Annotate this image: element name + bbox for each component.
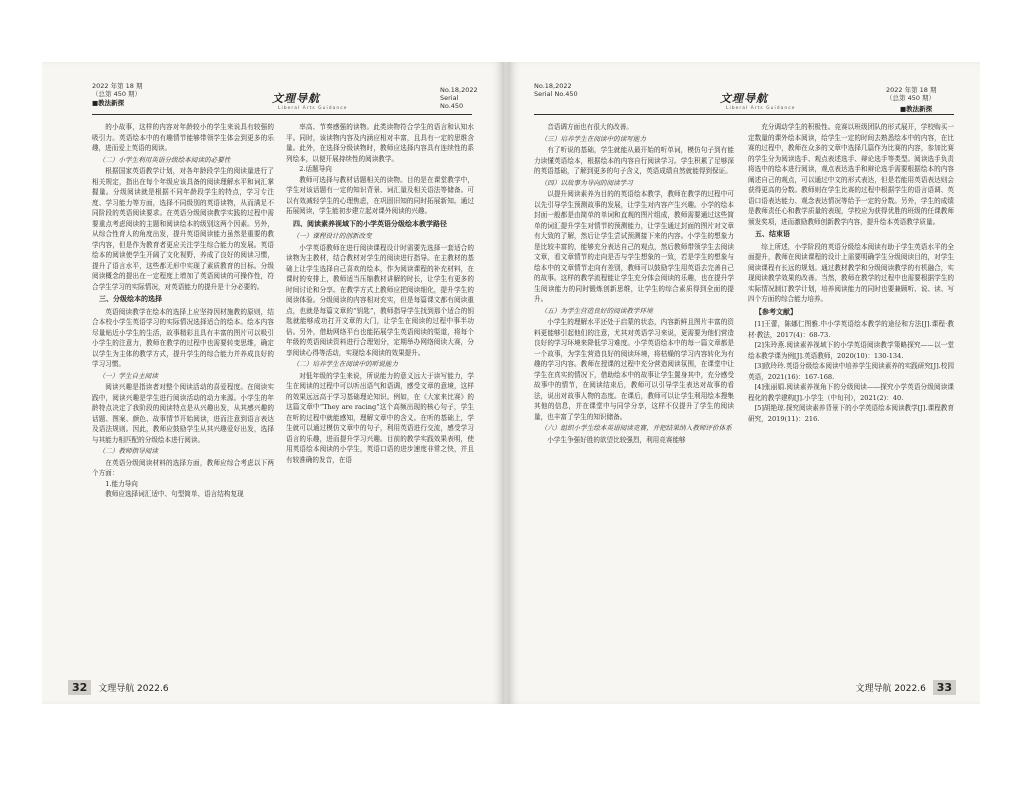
paragraph: 在英语分级阅读材料的选择方面，教师应综合考虑以下两个方面： bbox=[92, 458, 274, 477]
right-footer-text: 文理导航 2022.6 bbox=[855, 684, 926, 694]
reference-item: [3]欧玲玲.英语分级绘本阅读中培养学生阅读素养的实践研究[J].校园英语，2021(16)：167-168. bbox=[748, 362, 954, 381]
left-brand-sub: Liberal Arts Guidance bbox=[278, 106, 348, 111]
section-heading: （一）课程设计的创新改变 bbox=[292, 232, 372, 240]
left-brand: 文理导航 bbox=[272, 92, 320, 105]
paragraph: 以提升阅读素养为目的的英语绘本教学，教师在教学的过程中可以先引导学生预测故事的发展，让学生对内容产生兴趣。小学的绘本封面一般都是由简单的单词和直观的图片组成，教师需要通过这些简单的词汇提升学生对情节的预测能力，让学生通过封面的图片对文章有大致的了解，然后让学生尝试预测接下来的内容。小学生的想象力是比较丰富的，能够充分表达自己的观点，然后教师带领学生去阅读文章，看文章情节的走向是否与学生想象的一致，若是学生的想象与绘本中的文章情节走向有差别，教师可以鼓励学生用英语去完善自己的故事。这样的教学流程能让学生充分体会阅读的乐趣，也在提升学生阅读能力的同时锻炼创新思维，让学生的综合素质得到全面的提升。 bbox=[534, 190, 734, 303]
section-heading: （二）教师指导阅读 bbox=[98, 447, 158, 455]
right-column-2 bbox=[748, 122, 954, 424]
right-serial: Serial No.450 bbox=[534, 90, 578, 98]
reference-item: [5]胡艳琼.探究阅读素养背景下的小学英语绘本阅读教学[J].课程教育研究，2019(11)：216. bbox=[748, 404, 954, 423]
right-brand-sub: Liberal Arts Guidance bbox=[726, 106, 796, 111]
paragraph: 率高、节奏感强的读物。此类读物符合学生的语言和认知水平。同时，该读物内容及内涵应相对丰富，且具有一定的思维含量。此外，在选择分级读物时，教师应选择内容具有连续性的系列绘本，以便开展持续性的阅读教学。 bbox=[286, 123, 474, 163]
right-total-issue: （总第 450 期） bbox=[886, 94, 936, 102]
paragraph: 根据国家英语教学计划，对各年龄段学生的阅读量进行了相关规定，指出在每个年级应该具备的阅读理解水平和词汇掌握量。分级阅读就是根据不同年龄段学生的特点，学习专注度、学习能力等方面，选择不同级别的英语读物，从而满足不同阶段的英语阅读要求。在英语分级阅读教学实践的过程中需要重点考虑阅读的主题和阅读绘本的级别这两个因素。另外，从综合性育人的角度出发，提升英语阅读能力虽然是重要的教学内容，但是作为教育者更应关注学生综合能力的发展。英语绘本的阅读使学生开阔了文化视野，养成了良好的阅读习惯，提升了语言水平，这些都无形中实现了素质教育的目标。分级阅读概念的提出在一定程度上增加了英语阅读的可操作性，符合学生学习的实际情况，对英语能力的提升是十分必要的。 bbox=[92, 167, 274, 291]
paragraph: 2.话题导向 bbox=[299, 165, 332, 173]
right-footer bbox=[855, 681, 956, 694]
left-serial: Serial No.450 bbox=[440, 94, 464, 110]
paragraph: 综上所述，小学阶段的英语分级绘本阅读有助于学生英语水平的全面提升，教师在阅读课程的设计上需要明确学生分级阅读目的，对学生阅读课程有长远的规划。通过教材教学和分级阅读教学的有机融合，实现阅读教学效果的改善。当然，教师在教学的过程中也需要根据学生的实际情况制订教学计划，培养阅读能力的同时也要兼顾听、说、读、写四个方面的综合能力培养。 bbox=[748, 242, 954, 303]
paragraph: 教师可选择与教材话题相关的读物。目的是在课堂教学中，学生对该话题有一定的知识背景、词汇量及相关语法等储备。可以有效减轻学生的心理焦虑，在巩固旧知的同时拓展新知。通过拓展阅读，学生能初步建立起对课外阅读的兴趣。 bbox=[286, 175, 474, 215]
section-heading: 四、阅读素养视域下的小学英语分级绘本教学路径 bbox=[293, 219, 447, 228]
section-heading: 五、结束语 bbox=[755, 230, 790, 238]
left-column-2 bbox=[286, 122, 474, 465]
left-column-name: ■教法新探 bbox=[92, 99, 125, 107]
paragraph: 音语调方面也有很大的改善。 bbox=[547, 123, 633, 131]
paragraph: 对低年级的学生来说，所说能力的意义远大于读写能力，学生在阅读的过程中可以听出语气和语调，感受文章的意境，这样的效果远远高于学习基础理论知识。例如，在《大家来比赛》的这篇文章中“They are racing”这个高频出现的核心句子，学生在听的过程中就能感知，理解文章中的含义。在听的基础上，学生就可以通过模仿文章中的句子，利用英语进行交流，感受学习语言的乐趣，进而提升学习兴趣。目前的教学实践效果表明，使用英语绘本阅读的小学生，英语口语的进步速度非常之快，并且有较准确的发音，在语 bbox=[286, 371, 474, 464]
section-heading: （五）为学生营造良好的阅读教学环境 bbox=[540, 306, 653, 315]
paragraph: 1.能力导向 bbox=[105, 479, 138, 488]
left-footer-text: 文理导航 2022.6 bbox=[98, 684, 169, 694]
magazine-spread bbox=[42, 62, 980, 704]
section-heading: 三、分级绘本的选择 bbox=[99, 295, 162, 303]
section-heading: （一）学生自主阅读 bbox=[98, 371, 158, 380]
paragraph: 有了听说的基础，学生就能从最开始的听单词，模仿句子到有能力读懂英语绘本，根据绘本的内容自行阅读学习。学生积累了足够深的英语基础，了解到更多的句子含义，英语成绩自然就能得到保证。 bbox=[534, 146, 734, 175]
paragraph: 小学生的理解水平还处于启蒙的状态，内容新鲜且图片丰富的资料更能够引起他们的注意，尤其对英语学习来说，更需要为他们营造良好的学习环境来降低学习难度。小学英语绘本中的每一篇文章都是一个故事，为学生营造良好的阅读环境，将枯燥的学习内容转化为有趣的学习内容。教师在授课的过程中充分营造阅读氛围，在课堂中让学生在真实的情况下，借助绘本中的故事让学生置身其中，充分感受故事中的情节，在阅读结束后，教师可以引导学生表达对故事的看法，说出对故事人物的态度。在课后，教师可以让学生利用绘本搜集其他的信息，并在课堂中与同学分享，这样不仅提升了学生的阅读量，也丰富了学生的知识储备。 bbox=[534, 318, 734, 421]
right-column-1 bbox=[534, 122, 734, 445]
paragraph: 教师应选择词汇适中、句型简单、语言结构复现 bbox=[105, 490, 244, 498]
right-no: No.18,2022 bbox=[534, 82, 572, 90]
left-page-number: 32 bbox=[68, 680, 91, 695]
right-page-number: 33 bbox=[933, 680, 956, 695]
section-heading: （二）小学生利用英语分级绘本阅读的必要性 bbox=[98, 155, 231, 164]
paragraph: 的小故事，这样的内容对年龄较小的学生来说具有较强的吸引力。英语绘本中的有趣情节能够带领学生体会到更多的乐趣，进而爱上英语的阅读。 bbox=[92, 123, 274, 152]
paragraph: 英语阅读教学在绘本的选择上应坚持因材施教的原则，结合本校小学生英语学习的实际情况选择适合的绘本。绘本内容尽量贴近小学生的生活，故事精彩且具有丰富的图片可以吸引小学生的注意力，教师在教学的过程中也需要转变思维，确定以学生为主体的教学方式，提升学生的综合能力并养成良好的学习习惯。 bbox=[92, 307, 274, 368]
left-year-issue: 2022 年第 18 期 bbox=[92, 82, 143, 90]
right-column-name: ■教法新探 bbox=[900, 105, 933, 113]
paragraph: 小学生争强好胜的欲望比较强烈，利用竞赛能够 bbox=[547, 435, 686, 444]
paragraph: 小学英语教师在进行阅读课程设计时需要先选择一套适合的读物为主教材，结合教材对学生的阅读进行指导。在主教材的基础上让学生选择自己喜欢的绘本，作为阅读课程的补充材料，在课时的安排上，教师适当压缩教材讲解的时长，让学生有更多的时间讨论和分享。在教学方式上教师应把阅读细化，提升学生的阅读体验。分级阅读的内容相对充实，但是每篇课文都有阅读重点，也就是每篇文章的“钥匙”，教师指导学生找到那个适合的钥匙就能够成功打开文章的大门，让学生在阅读的过程中事半功倍。另外，借助网络平台也能拓展学生英语阅读的渠道，将每个年级的英语阅读资料进行合理划分，定期举办网络阅读大赛，分享阅读心得等活动，实现绘本阅读的效果提升。 bbox=[286, 243, 474, 357]
left-page bbox=[42, 62, 504, 704]
left-column-1 bbox=[92, 122, 274, 500]
paragraph: 阅读兴趣是指读者对整个阅读活动的喜爱程度。在阅读实践中，阅读兴趣是学生进行阅读活动的动力来源。小学生的年龄特点决定了我阶段的阅读特点是从兴趣出发，从其感兴趣的话题、图案、颜色、故事情节开始阅读，进而注意到语言表达及语法规则。因此，教师应鼓励学生从其兴趣爱好出发，选择与其能力相匹配的分级绘本进行阅读。 bbox=[92, 383, 274, 444]
section-heading: （二）培养学生在阅读中的听说能力 bbox=[292, 360, 399, 368]
left-header-rule bbox=[92, 114, 472, 115]
reference-item: [4]张丽娟.阅读素养视角下的分级阅读——探究小学英语分级阅读课程化的教学建构[J].小学生（中旬刊），2021(2)：40. bbox=[748, 383, 954, 402]
right-header-rule bbox=[534, 114, 954, 115]
right-page bbox=[508, 62, 980, 704]
right-brand: 文理导航 bbox=[720, 92, 768, 105]
section-heading: （四）以故事为导向的阅读学习 bbox=[540, 178, 633, 187]
paragraph: 充分调动学生的积极性。竞赛以班级团队的形式展开，学校购买一定数量的课外绘本阅读，给学生一定的时间去熟悉绘本中的内容，在比赛的过程中，教师在众多的文章中选择几篇作为比赛的内容，参加比赛的学生分为阅读选手、观点表述选手、辩论选手等类型。阅读选手负责将选中的绘本进行阅读，观点表达选手和辩论选手需要根据绘本的内容阐述自己的观点，可以通过中文的形式表达，但是若能用英语表达则会获得更高的分数。教师则在学生比赛的过程中根据学生的语言语调、英语口语表达能力、观念表达情况等给予一定的分数。另外，学生的成绩是教师责任心和教学质量的表现，学校应为获得优胜的班级的任课教师颁发奖项，进而激励教师创新教学内容，提升绘本英语教学质量。 bbox=[748, 123, 954, 226]
left-no: No.18,2022 bbox=[440, 86, 478, 94]
left-footer bbox=[68, 681, 169, 694]
section-heading: 【参考文献】 bbox=[755, 307, 797, 316]
section-heading: （六）组织小学生绘本英语阅读竞赛，并把结果纳入教师评价体系 bbox=[540, 424, 732, 432]
left-total-issue: （总第 450 期） bbox=[92, 90, 142, 98]
reference-item: [2]朱玲燕.阅读素养视域下的小学英语阅读教学策略探究——以一堂绘本教学课为例[J].英语教师，2020(10)：130-134. bbox=[748, 341, 954, 360]
section-heading: （三）培养学生在阅读中的读写能力 bbox=[540, 134, 647, 143]
right-year-issue: 2022 年第 18 期 bbox=[886, 86, 937, 94]
reference-item: [1]王蕾，陈娜仁图雅.中小学英语绘本教学的途径和方法[J].课程·教材·教法，2017(4)：68-73. bbox=[748, 320, 954, 339]
